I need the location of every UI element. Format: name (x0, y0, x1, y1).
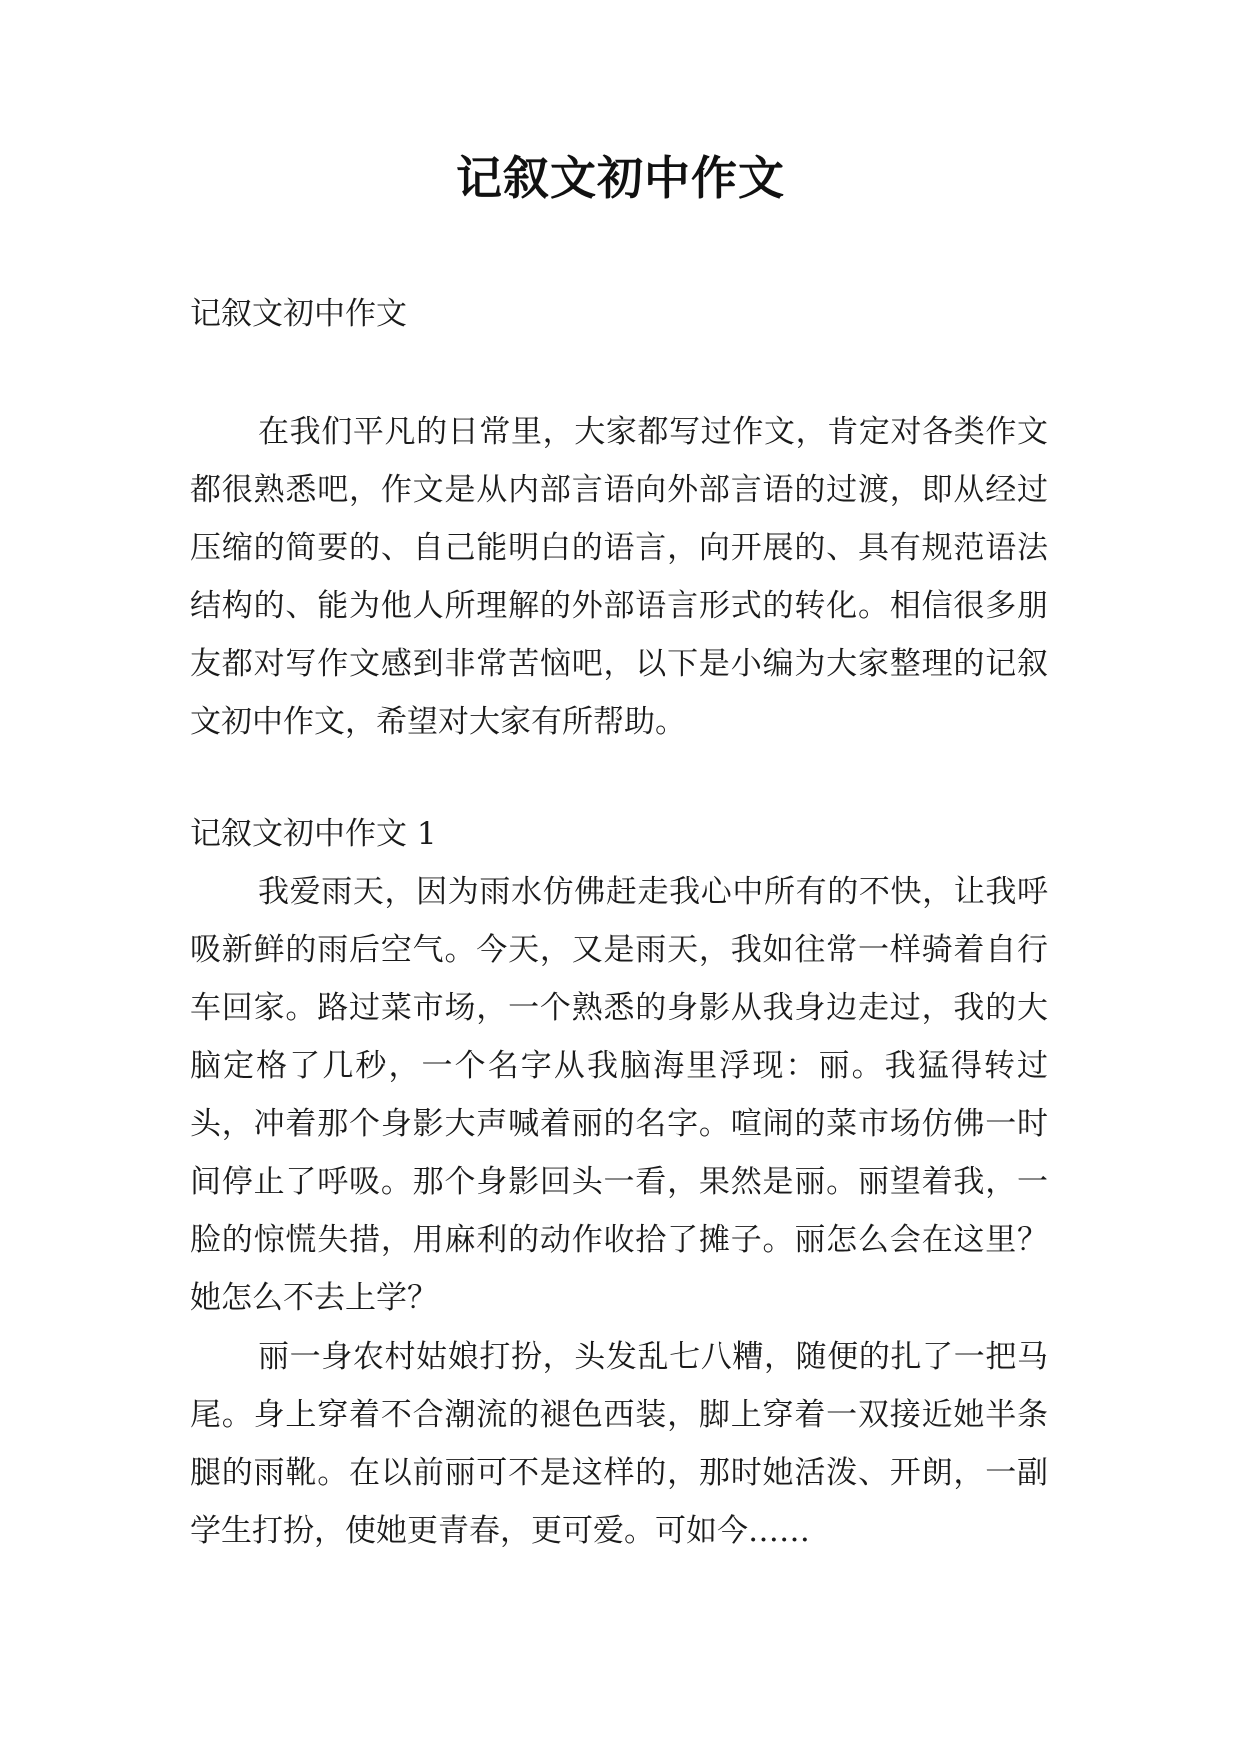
essay-heading: 记叙文初中作文 1 (190, 816, 437, 852)
essay-paragraph-1: 我爱雨天，因为雨水仿佛赶走我心中所有的不快，让我呼吸新鲜的雨后空气。今天，又是雨天，我如往常一样骑着自行车回家。路过菜市场，一个熟悉的身影从我身边走过，我的大脑定格了几秒，一个名字从我脑海里浮现：丽。我猛得转过头，冲着那个身影大声喊着丽的名字。喧闹的菜市场仿佛一时间停止了呼吸。那个身影回头一看，果然是丽。丽望着我，一脸的惊慌失措，用麻利的动作收拾了摊子。丽怎么会在这里？她怎么不去上学？ (190, 874, 1048, 1316)
document-title: 记叙文初中作文 (456, 151, 785, 205)
intro-paragraph: 在我们平凡的日常里，大家都写过作文，肯定对各类作文都很熟悉吧，作文是从内部言语向外部言语的过渡，即从经过压缩的简要的、自己能明白的语言，向开展的、具有规范语法结构的、能为他人所理解的外部语言形式的转化。相信很多朋友都对写作文感到非常苦恼吧，以下是小编为大家整理的记叙文初中作文，希望对大家有所帮助。 (190, 414, 1048, 740)
document-subtitle: 记叙文初中作文 (190, 296, 407, 332)
essay-paragraph-2: 丽一身农村姑娘打扮，头发乱七八糟，随便的扎了一把马尾。身上穿着不合潮流的褪色西装，脚上穿着一双接近她半条腿的雨靴。在以前丽可不是这样的，那时她活泼、开朗，一副学生打扮，使她更青春，更可爱。可如今…… (190, 1339, 1048, 1549)
